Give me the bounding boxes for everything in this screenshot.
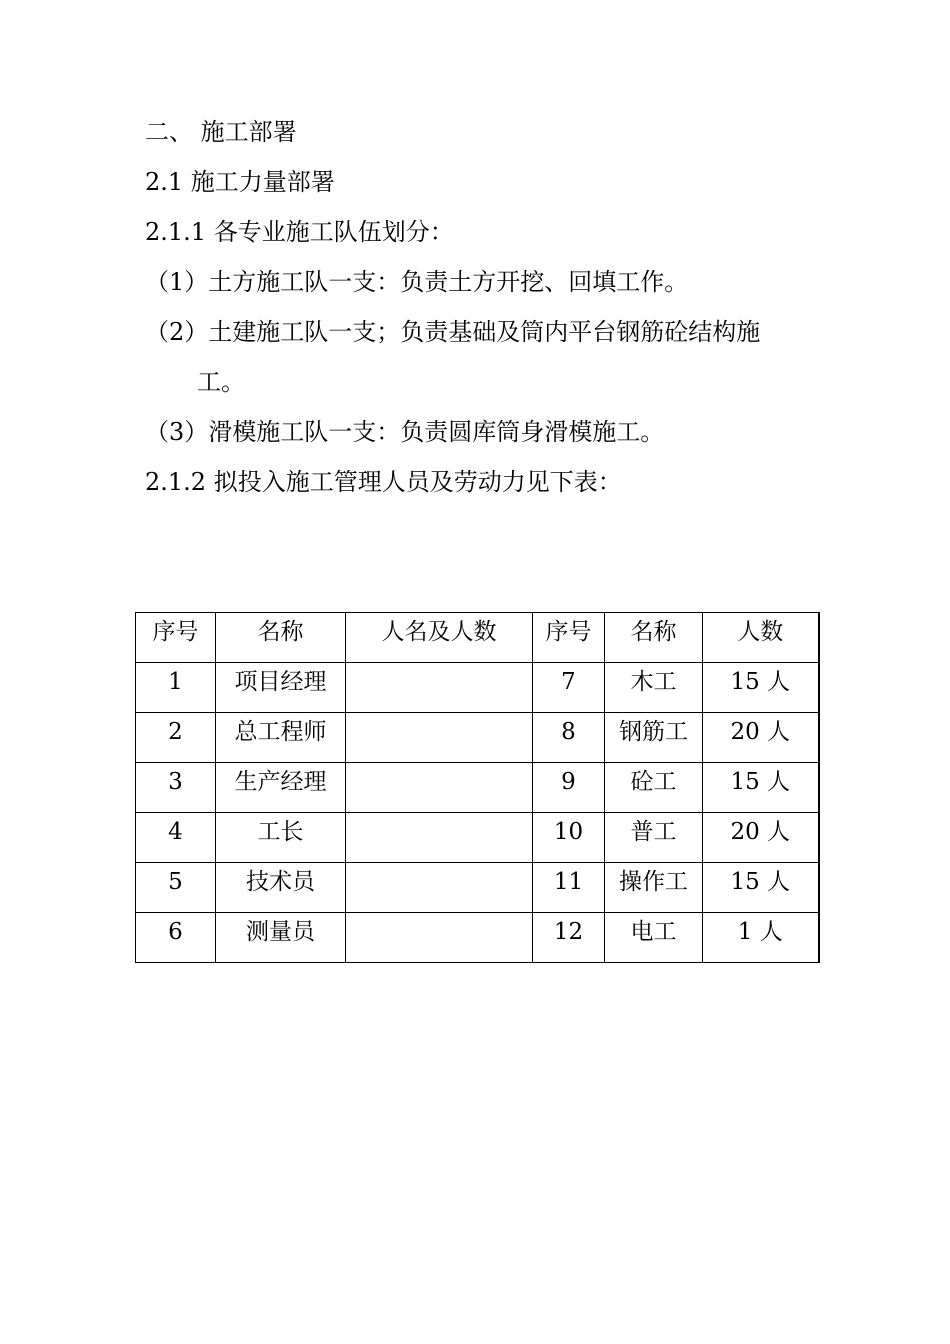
table-cell: 测量员	[216, 913, 346, 963]
table-cell: 工长	[216, 813, 346, 863]
table-cell: 1 人	[703, 913, 819, 963]
table-cell: 20 人	[703, 713, 819, 763]
table-cell: 20 人	[703, 813, 819, 863]
table-row	[136, 763, 819, 813]
table-row	[136, 813, 819, 863]
team-item-3: （3）滑模施工队一支：负责圆库筒身滑模施工。	[145, 418, 665, 446]
table-cell: 6	[136, 913, 216, 963]
team-item-1: （1）土方施工队一支：负责土方开挖、回填工作。	[145, 268, 689, 296]
table-cell: 普工	[605, 813, 703, 863]
table-cell: 2	[136, 713, 216, 763]
table-cell: 总工程师	[216, 713, 346, 763]
table-cell: 7	[533, 663, 605, 713]
subsection-heading: 2.1 施工力量部署	[145, 168, 335, 196]
table-cell: 11	[533, 863, 605, 913]
table-row	[136, 913, 819, 963]
team-item-2-continued: 工。	[197, 368, 245, 396]
table-row	[136, 863, 819, 913]
table-cell: 生产经理	[216, 763, 346, 813]
table-cell: 木工	[605, 663, 703, 713]
table-cell: 1	[136, 663, 216, 713]
header-name: 名称	[216, 613, 346, 663]
table-cell: 砼工	[605, 763, 703, 813]
table-cell: 3	[136, 763, 216, 813]
table-cell: 12	[533, 913, 605, 963]
table-row	[136, 713, 819, 763]
staff-labor-table	[135, 612, 820, 963]
table-cell	[346, 663, 533, 713]
table-cell	[346, 713, 533, 763]
table-cell: 技术员	[216, 863, 346, 913]
table-cell: 10	[533, 813, 605, 863]
table-cell: 15 人	[703, 663, 819, 713]
table-row	[136, 663, 819, 713]
section-heading: 二、 施工部署	[145, 118, 297, 146]
team-item-2: （2）土建施工队一支；负责基础及筒内平台钢筋砼结构施	[145, 318, 761, 346]
table-cell: 5	[136, 863, 216, 913]
table-cell: 项目经理	[216, 663, 346, 713]
item-heading-2-1-2: 2.1.2 拟投入施工管理人员及劳动力见下表：	[145, 468, 622, 496]
table-header-row	[136, 613, 819, 663]
item-heading-2-1-1: 2.1.1 各专业施工队伍划分：	[145, 218, 454, 246]
table-cell: 15 人	[703, 763, 819, 813]
header-count: 人数	[703, 613, 819, 663]
table-cell	[346, 913, 533, 963]
table-cell: 钢筋工	[605, 713, 703, 763]
header-seq-2: 序号	[533, 613, 605, 663]
header-seq: 序号	[136, 613, 216, 663]
table-cell	[346, 863, 533, 913]
table-cell: 操作工	[605, 863, 703, 913]
table-cell	[346, 763, 533, 813]
header-name-2: 名称	[605, 613, 703, 663]
table-cell: 9	[533, 763, 605, 813]
table-cell: 8	[533, 713, 605, 763]
table-cell: 15 人	[703, 863, 819, 913]
table-cell: 电工	[605, 913, 703, 963]
header-person-count: 人名及人数	[346, 613, 533, 663]
table-cell	[346, 813, 533, 863]
table-cell: 4	[136, 813, 216, 863]
